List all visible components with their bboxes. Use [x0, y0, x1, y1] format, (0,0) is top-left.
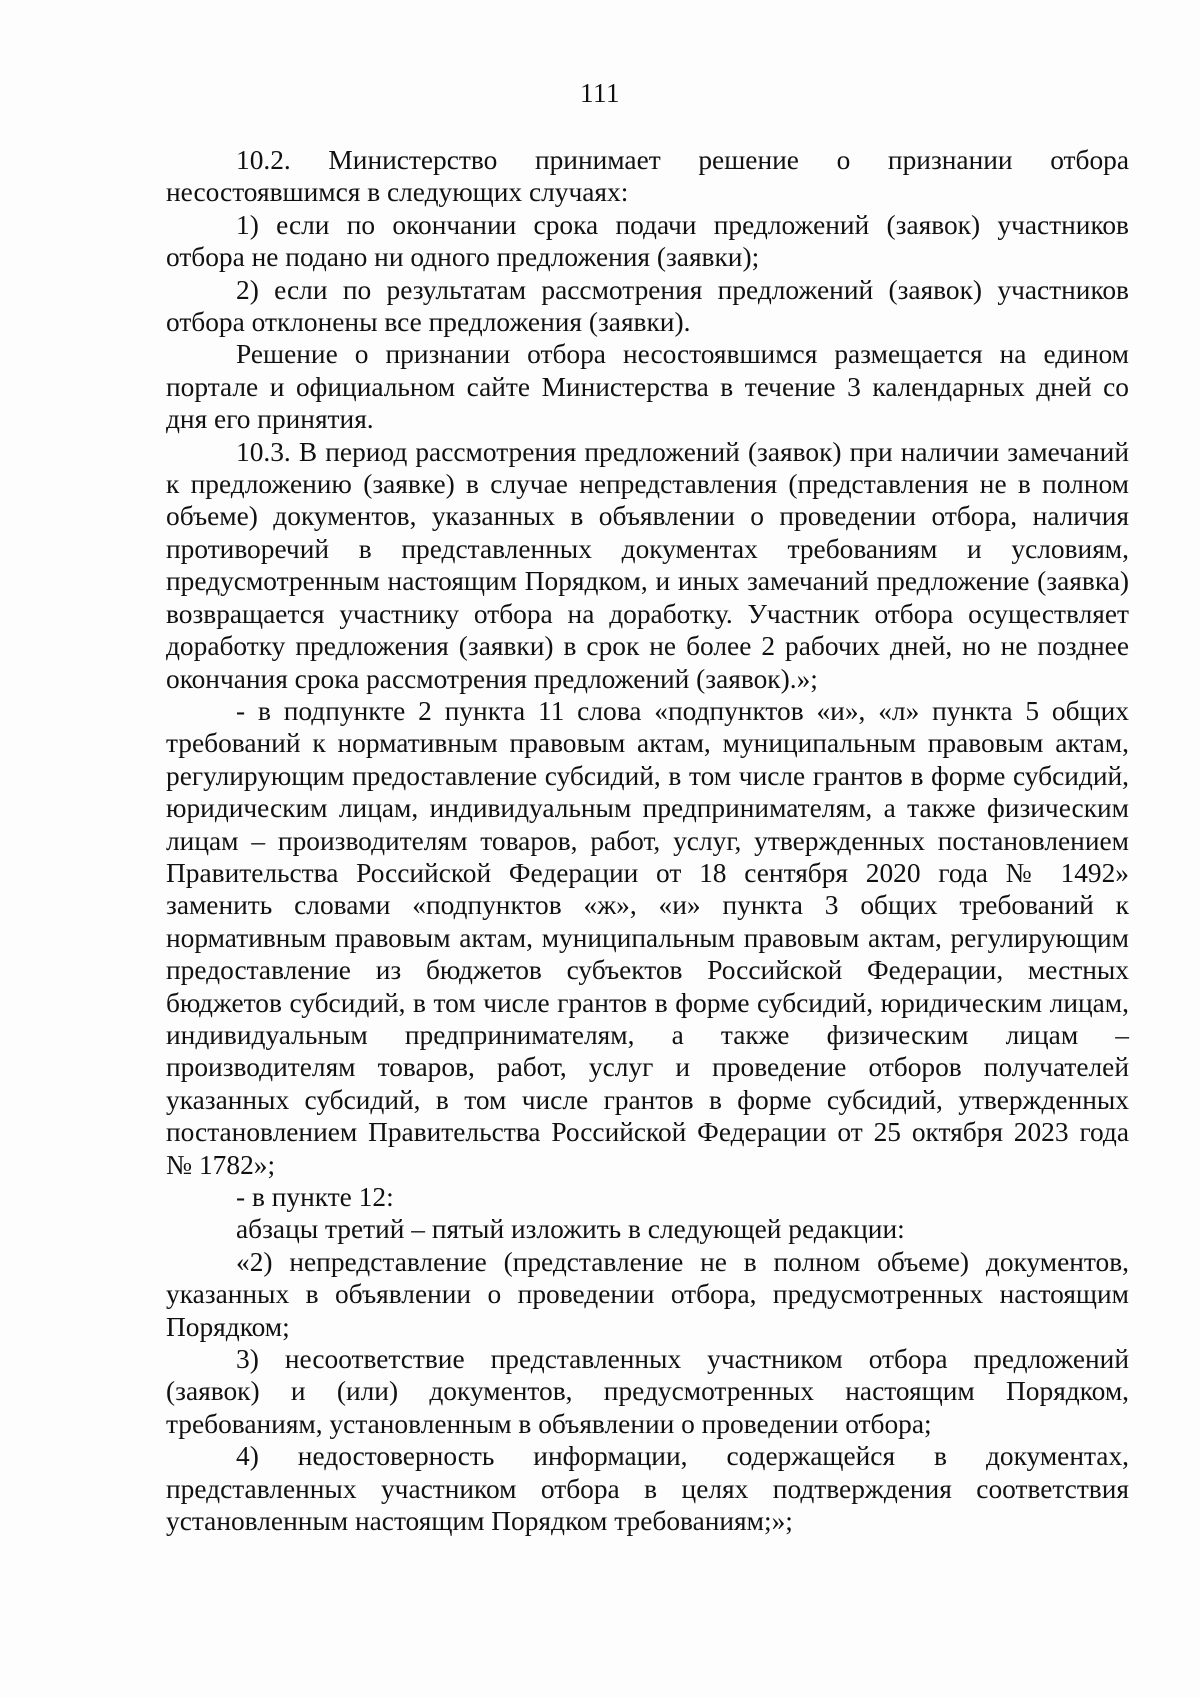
paragraph-10-3: 10.3. В период рассмотрения предложений (заявок) при наличии замечаний к предложению (заявке) в случае непредставления (представления не в полном объеме) документов, указанных в объявлении о проведении отбора, наличия противоречий в представленных документах требованиям и условиям, предусмотренным настоящим Порядком, и иных замечаний предложение (заявка) возвращается участнику отбора на доработку. Участник отбора осуществляет доработку предложения (заявки) в срок не более 2 рабочих дней, но не позднее окончания срока рассмотрения предложений (заявок).»;: [166, 436, 1129, 694]
paragraph-10-2: 10.2. Министерство принимает решение о признании отбора несостоявшимся в следующих случаях:: [166, 145, 1129, 208]
paragraph-clause-3: 3) несоответствие представленных участником отбора предложений (заявок) и (или) документов, предусмотренных настоящим Порядком, требованиям, установленным в объявлении о проведении отбора;: [166, 1344, 1129, 1439]
paragraph-case-1: 1) если по окончании срока подачи предложений (заявок) участников отбора не подано ни одного предложения (заявки);: [166, 209, 1129, 273]
paragraph-paragraphs-3-5: абзацы третий – пятый изложить в следующей редакции:: [236, 1214, 905, 1245]
paragraph-case-2: 2) если по результатам рассмотрения предложений (заявок) участников отбора отклонены все предложения (заявки).: [166, 274, 1129, 338]
page-number: 111: [580, 78, 620, 108]
paragraph-clause-2: «2) непредставление (представление не в полном объеме) документов, указанных в объявлении о проведении отбора, предусмотренных настоящим Порядком;: [166, 1246, 1129, 1342]
paragraph-decision: Решение о признании отбора несостоявшимся размещается на едином портале и официальном сайте Министерства в течение 3 календарных дней со дня его принятия.: [166, 339, 1129, 435]
paragraph-subpoint-2-item-11: - в подпункте 2 пункта 11 слова «подпунктов «и», «л» пункта 5 общих требований к нормативным правовым актам, муниципальным правовым актам, регулирующим предоставление субсидий, в том числе грантов в форме субсидий, юридическим лицам, индивидуальным предпринимателям, а также физическим лицам – производителям товаров, работ, услуг, утвержденных постановлением Правительства Российской Федерации от 18 сентября 2020 года № 1492» заменить словами «подпунктов «ж», «и» пункта 3 общих требований к нормативным правовым актам, муниципальным правовым актам, регулирующим предоставление из бюджетов субъектов Российской Федерации, местных бюджетов субсидий, в том числе грантов в форме субсидий, юридическим лицам, индивидуальным предпринимателям, а также физическим лицам – производителям товаров, работ, услуг и проведение отборов получателей указанных субсидий, в том числе грантов в форме субсидий, утвержденных постановлением Правительства Российской Федерации от 25 октября 2023 года № 1782»;: [166, 695, 1129, 1180]
paragraph-item-12: - в пункте 12:: [236, 1182, 394, 1212]
document-body: [166, 144, 1129, 1537]
paragraph-clause-4: 4) недостоверность информации, содержащейся в документах, представленных участником отбора в целях подтверждения соответствия установленным настоящим Порядком требованиям;»;: [166, 1441, 1129, 1537]
